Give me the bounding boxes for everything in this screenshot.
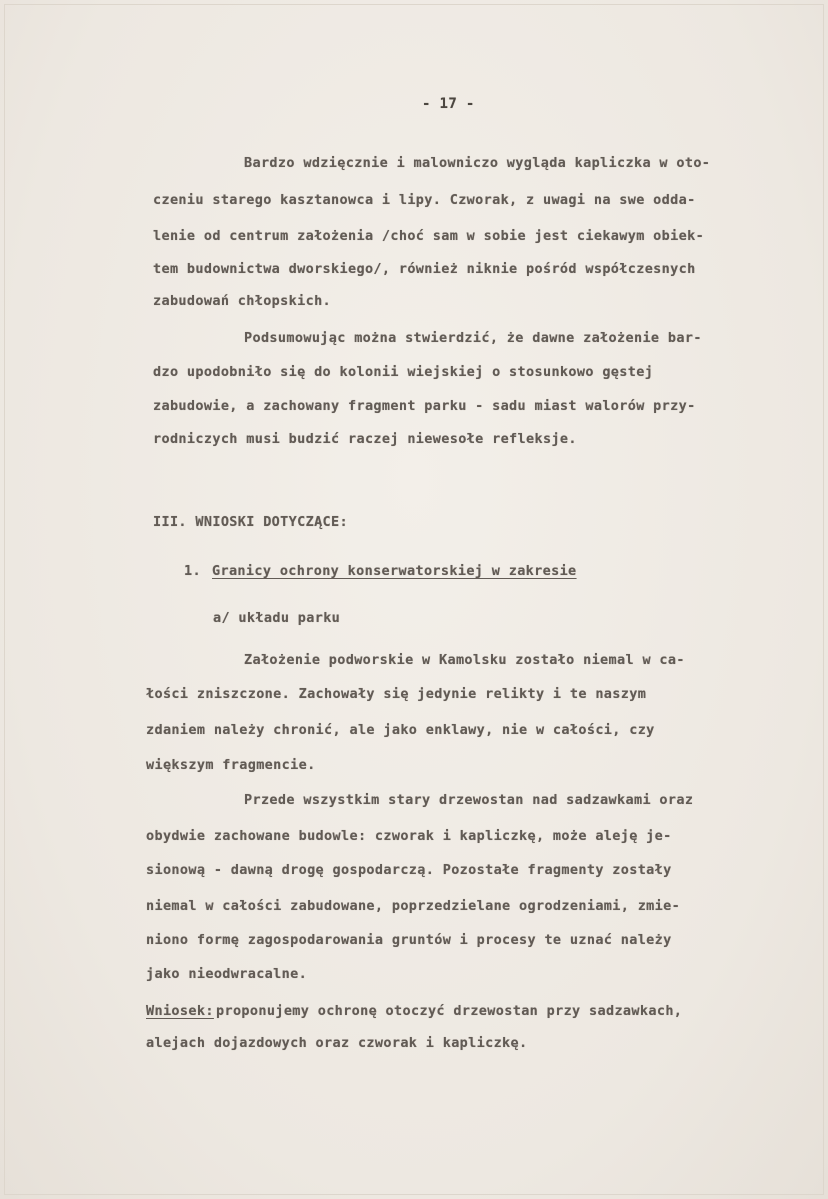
section-heading: III. WNIOSKI DOTYCZĄCE: [153,514,348,530]
sub-item-park-layout: a/ układu parku [213,610,341,626]
paragraph-3-line-2: łości zniszczone. Zachowały się jedynie relikty i te naszym [146,686,647,702]
paragraph-4-line-1: Przede wszystkim stary drzewostan nad sadzawkami oraz [244,792,694,808]
paragraph-1-line-3: lenie od centrum założenia /choć sam w sobie jest ciekawym obiek- [153,228,705,244]
paragraph-1-line-1: Bardzo wdzięcznie i malowniczo wygląda kapliczka w oto- [244,155,711,171]
paragraph-3-line-1: Założenie podworskie w Kamolsku zostało niemal w ca- [244,652,685,668]
subsection-number: 1. [184,563,201,579]
paragraph-2-line-4: rodniczych musi budzić raczej niewesołe refleksje. [153,431,577,447]
conclusion-label: Wniosek: [146,1003,214,1019]
paragraph-2-line-3: zabudowie, a zachowany fragment parku - sadu miast walorów przy- [153,398,696,414]
conclusion-text: proponujemy ochronę otoczyć drzewostan przy sadzawkach, [216,1003,683,1019]
paragraph-3-line-3: zdaniem należy chronić, ale jako enklawy, nie w całości, czy [146,722,655,738]
paragraph-4-line-4: niemal w całości zabudowane, poprzedzielane ogrodzeniami, zmie- [146,898,681,914]
paragraph-1-line-2: czeniu starego kasztanowca i lipy. Czworak, z uwagi na swe odda- [153,192,696,208]
paragraph-2-line-2: dzo upodobniło się do kolonii wiejskiej o stosunkowo gęstej [153,364,654,380]
page-number: - 17 - [422,96,475,112]
paragraph-2-line-1: Podsumowując można stwierdzić, że dawne założenie bar- [244,330,702,346]
paragraph-4-line-3: sionową - dawną drogę gospodarczą. Pozostałe fragmenty zostały [146,862,672,878]
conclusion-continuation: alejach dojazdowych oraz czworak i kapliczkę. [146,1035,528,1051]
paragraph-1-line-4: tem budownictwa dworskiego/, również niknie pośród współczesnych [153,261,696,277]
paragraph-4-line-2: obydwie zachowane budowle: czworak i kapliczkę, może aleję je- [146,828,672,844]
paragraph-1-line-5: zabudowań chłopskich. [153,293,332,309]
paragraph-4-line-5: niono formę zagospodarowania gruntów i procesy te uznać należy [146,932,672,948]
subsection-title: Granicy ochrony konserwatorskiej w zakresie [212,563,577,579]
paragraph-3-line-4: większym fragmencie. [146,757,316,773]
paragraph-4-line-6: jako nieodwracalne. [146,966,308,982]
